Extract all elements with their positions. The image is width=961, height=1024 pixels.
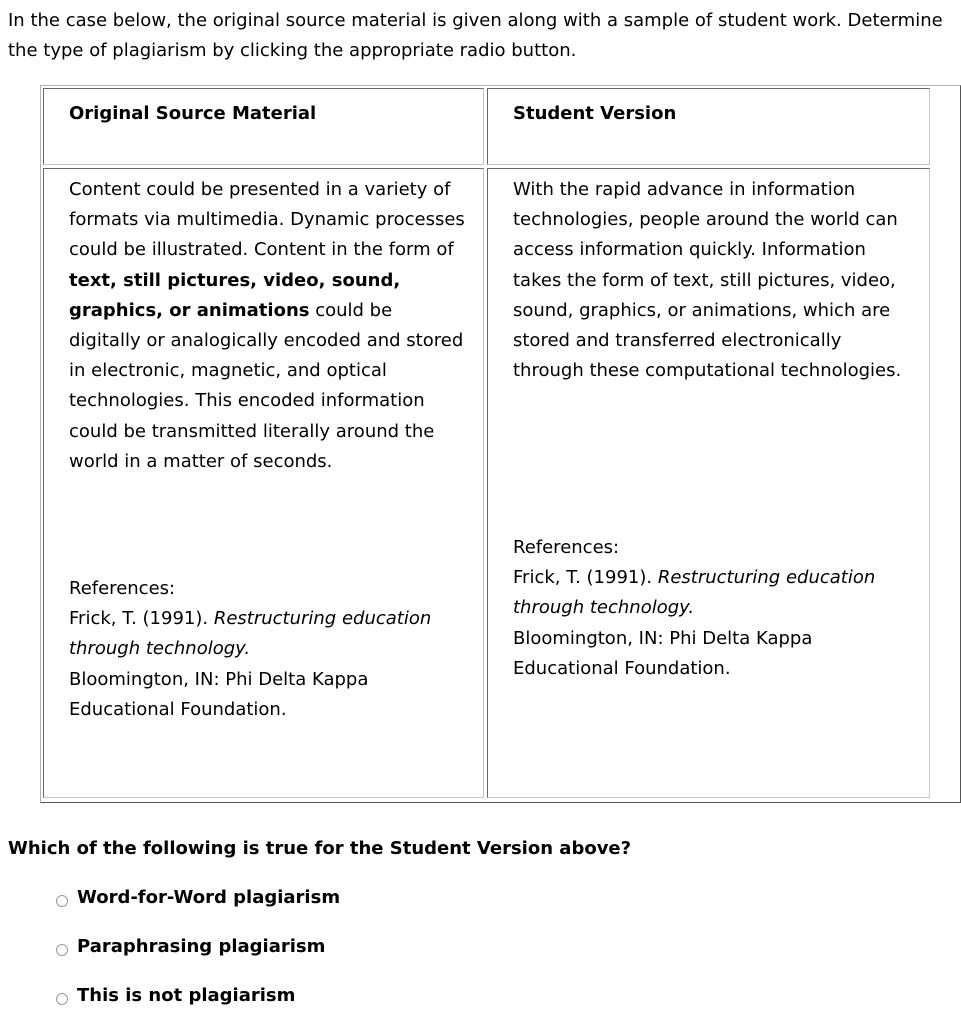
original-ref-author: Frick, T. (1991). [69, 608, 214, 630]
original-ref-publisher: Bloomington, IN: Phi Delta Kappa Educational Foundation. [69, 668, 369, 720]
student-version-cell [487, 168, 930, 798]
original-source-text [69, 175, 465, 477]
original-references-label: References: [69, 578, 176, 599]
student-ref-author: Frick, T. (1991). [513, 567, 658, 589]
original-text-part-2: could be digitally or analogically encoded and stored in electronic, magnetic, and optical technologies. This encoded information could be transmitted literally around the world in a matter of seconds. [69, 299, 464, 472]
comparison-table [40, 85, 961, 803]
option-label[interactable]: Paraphrasing plagiarism [77, 936, 326, 957]
original-text-part-1: Content could be presented in a variety of formats via multimedia. Dynamic processes could be illustrated. Content in the form of [69, 179, 465, 261]
original-source-cell [43, 168, 484, 798]
option-not-plagiarism[interactable] [56, 982, 295, 1010]
original-ref-title: Restructuring education through technology. [69, 608, 432, 660]
student-ref-publisher: Bloomington, IN: Phi Delta Kappa Educational Foundation. [513, 627, 813, 679]
option-paraphrasing[interactable] [56, 933, 325, 961]
student-version-text: With the rapid advance in information technologies, people around the world can access information quickly. Information takes the form of text, still pictures, video, sound, graphics, or animations, which are stored and transferred electronically through these computational technologies. [513, 179, 902, 382]
original-text-bold-media-list: text, still pictures, video, sound, graphics, or animations [69, 269, 401, 321]
original-source-header [43, 88, 484, 165]
instructions-text: In the case below, the original source material is given along with a sample of student work. Determine the type of plagiarism by clicking the appropriate radio button. [8, 10, 943, 61]
question-text: Which of the following is true for the Student Version above? [8, 838, 632, 859]
student-version-header-label: Student Version [513, 103, 677, 124]
option-label[interactable]: Word-for-Word plagiarism [77, 887, 341, 908]
student-references-label: References: [513, 537, 620, 558]
student-ref-title: Restructuring education through technology. [513, 567, 876, 619]
student-version-header [487, 88, 930, 165]
option-word-for-word[interactable] [56, 884, 340, 912]
option-label[interactable]: This is not plagiarism [77, 985, 296, 1006]
radio-button[interactable] [56, 993, 68, 1005]
student-references [513, 533, 913, 684]
original-references [69, 574, 465, 725]
radio-button[interactable] [56, 895, 68, 907]
radio-button[interactable] [56, 944, 68, 956]
original-source-header-label: Original Source Material [69, 103, 317, 124]
